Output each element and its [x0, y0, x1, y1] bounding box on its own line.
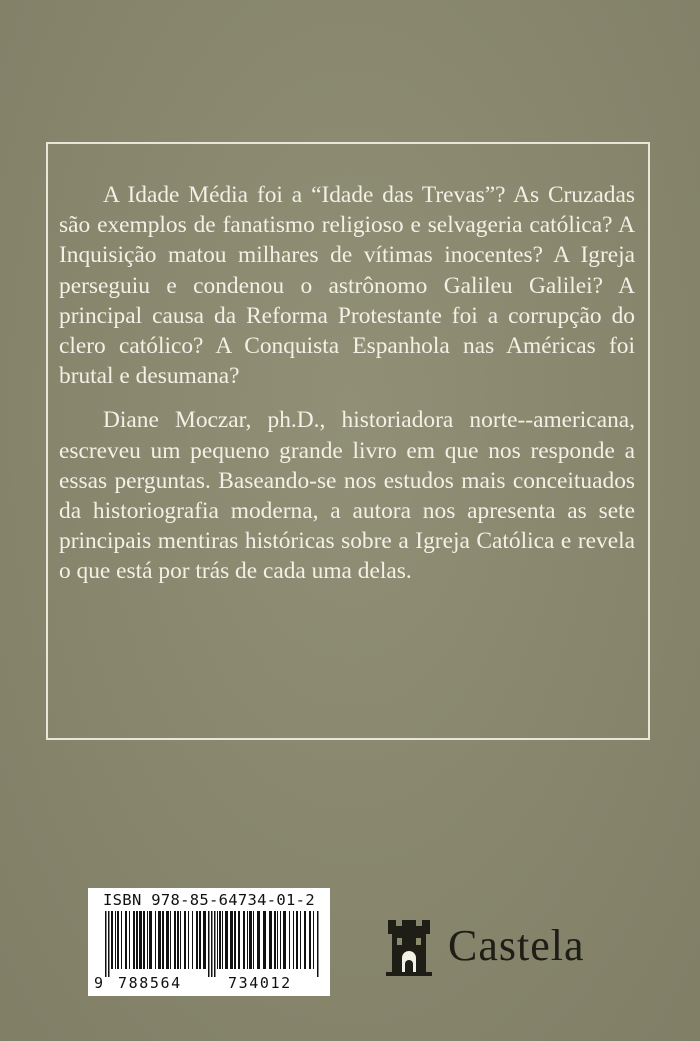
barcode-bar [117, 911, 119, 969]
barcode-bar [158, 911, 161, 969]
barcode-bar [283, 911, 286, 969]
barcode-bar [136, 911, 138, 969]
barcode-bars [105, 911, 321, 977]
ean-left-group: 788564 [118, 974, 182, 992]
barcode-bar [139, 911, 142, 969]
ean-digits [88, 974, 330, 994]
barcode-bar [174, 911, 176, 969]
barcode-bar [289, 911, 290, 969]
barcode-bar [192, 911, 193, 969]
publisher-name: Castela [448, 921, 585, 970]
barcode-bar [108, 911, 110, 977]
barcode-bar [257, 911, 260, 969]
blurb-paragraph-2: Diane Moczar, ph.D., historiadora norte--americana, escreveu um pequeno grande livro em que nos responde a essas perguntas. Baseando-se nos estudos mais conceituados da historiografia moderna, a autora nos apresenta as sete principais mentiras históricas sobre a Igreja Católica e revela o que está por trás de cada uma delas. [59, 407, 635, 585]
ean-first-digit: 9 [94, 974, 104, 992]
barcode-bar [230, 911, 233, 969]
barcode-bar [222, 911, 223, 969]
isbn-label: ISBN 978-85-64734-01-2 [103, 891, 315, 909]
barcode-bar [143, 911, 145, 969]
barcode-bar [184, 911, 186, 969]
barcode-bar [166, 911, 169, 969]
barcode-bar [162, 911, 164, 969]
ean-right-group: 734012 [228, 974, 292, 992]
barcode-bar [309, 911, 311, 969]
barcode-bar [313, 911, 314, 969]
barcode-bar [247, 911, 248, 969]
barcode-bar [253, 911, 254, 969]
barcode-bar [243, 911, 245, 969]
barcode-bar [263, 911, 266, 969]
barcode-bar [277, 911, 278, 969]
barcode-bar [208, 911, 210, 977]
barcode-bar [111, 911, 113, 969]
barcode-bar [188, 911, 189, 969]
barcode-bar [155, 911, 156, 969]
barcode-bar [211, 911, 213, 977]
barcode-bar [249, 911, 252, 969]
barcode-bar [238, 911, 240, 969]
barcode-bar [105, 911, 107, 977]
barcode-bar [121, 911, 122, 969]
barcode-bar [296, 911, 298, 969]
barcode-bar [234, 911, 236, 969]
barcode-bar [214, 911, 216, 977]
barcode-bar [304, 911, 306, 969]
barcode-bar [196, 911, 198, 969]
blurb-paragraph-1: A Idade Média foi a “Idade das Trevas”? As Cruzadas são exemplos de fanatismo religioso e selvageria católica? A Inquisição matou milhares de vítimas inocentes? A Igreja perseguiu e condenou o astrônomo Galileu Galilei? A principal causa da Reforma Protestante foi a corrupção do clero católico? A Conquista Espanhola nas Américas foi brutal e desumana? [59, 182, 635, 390]
barcode-bar [300, 911, 301, 969]
barcode-bar [199, 911, 201, 969]
barcode-bar [225, 911, 228, 969]
barcode-bar [269, 911, 272, 969]
barcode-bar [280, 911, 281, 969]
barcode-bar [125, 911, 127, 969]
publisher-logo [384, 916, 624, 986]
barcode-bar [274, 911, 276, 969]
barcode-bar [129, 911, 130, 969]
barcode-bar [219, 911, 221, 969]
barcode-bar [180, 911, 181, 969]
isbn-barcode [88, 888, 330, 996]
barcode-bar [177, 911, 179, 969]
barcode-bar [217, 911, 218, 969]
castle-tower-icon [384, 918, 434, 976]
blurb-text [59, 180, 635, 587]
barcode-bar [133, 911, 135, 969]
barcode-bar [203, 911, 206, 969]
barcode-bar [170, 911, 171, 969]
barcode-bar [147, 911, 148, 969]
barcode-bar [149, 911, 152, 969]
barcode-bar [115, 911, 116, 969]
barcode-bar [293, 911, 294, 969]
barcode-bar [317, 911, 319, 977]
